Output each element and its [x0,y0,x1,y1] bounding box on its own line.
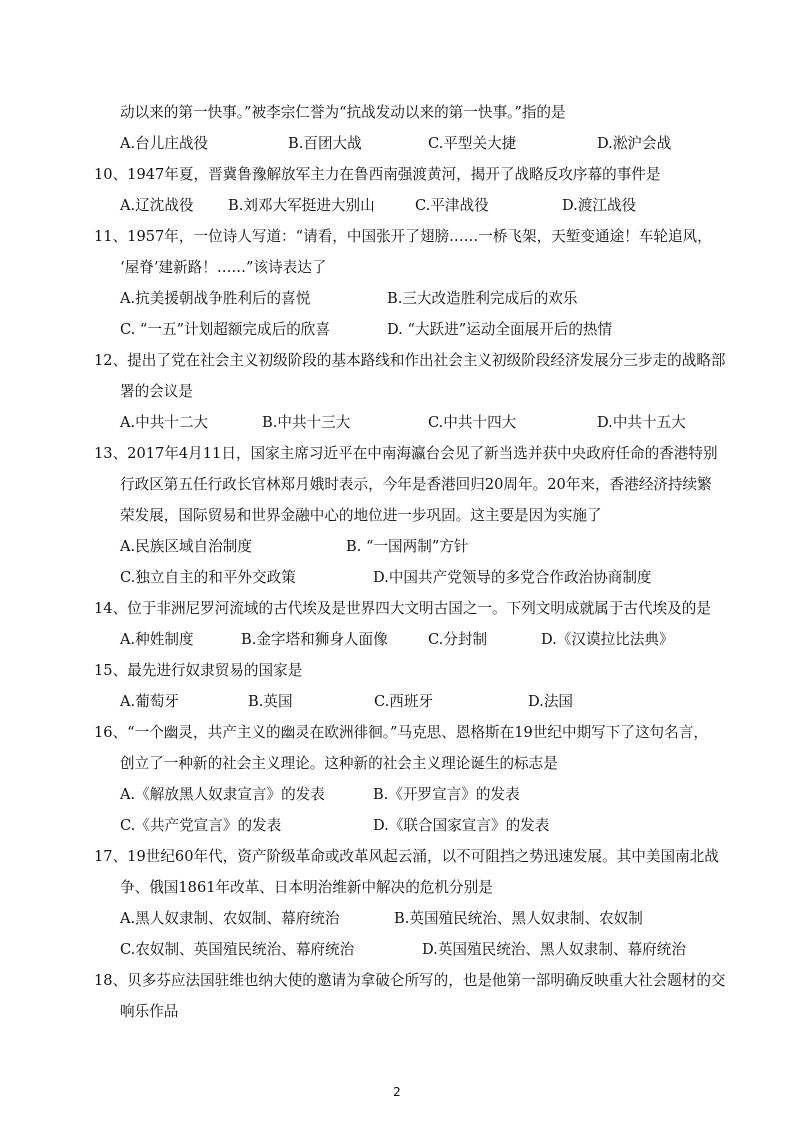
q12-stem-line2: 署的会议是 [120,383,193,400]
q16-stem-line1: 16、“一个幽灵，共产主义的幽灵在欧洲徘徊。”马克思、恩格斯在19世纪中期写下了这句名言， [94,724,708,741]
q12-option-a: A.中共十二大 [120,414,209,431]
q11-option-a: A.抗美援朝战争胜利后的喜悦 [120,290,311,307]
q17-option-b: B.英国殖民统治、黑人奴隶制、农奴制 [394,910,643,927]
q12-option-c: C.中共十四大 [428,414,517,431]
q16-option-a: A.《解放黑人奴隶宣言》的发表 [120,786,325,803]
q9-option-d: D.淞沪会战 [597,135,672,152]
q14-option-c: C.分封制 [428,631,488,648]
q11-option-d: D. “大跃进”运动全面展开后的热情 [387,321,613,338]
q10-option-a: A.辽沈战役 [120,197,194,214]
q17-option-d: D.英国殖民统治、黑人奴隶制、幕府统治 [422,941,686,958]
q18-stem-line1: 18、贝多芬应法国驻维也纳大使的邀请为拿破仑所写的，也是他第一部明确反映重大社会题材的交 [94,972,726,989]
q17-option-c: C.农奴制、英国殖民统治、幕府统治 [120,941,355,958]
q9-option-b: B.百团大战 [288,135,362,152]
q13-option-b: B. “一国两制”方针 [346,538,469,555]
q9-option-a: A.台儿庄战役 [120,135,209,152]
page-number: 2 [393,1085,401,1099]
q13-stem-line2: 行政区第五任行政长官林郑月娥时表示，今年是香港回归20周年。20年来，香港经济持续繁 [120,476,712,493]
q11-stem-line2: ‘屋脊’建新路！……”该诗表达了 [120,259,327,276]
q16-stem-line2: 创立了一种新的社会主义理论。这种新的社会主义理论诞生的标志是 [120,755,558,772]
q18-stem-line2: 响乐作品 [120,1003,179,1020]
q11-stem-line1: 11、1957年，一位诗人写道：“请看，中国张开了翅膀……一桥飞架，天堑变通途！车轮追风， [94,228,712,245]
q14-stem: 14、位于非洲尼罗河流域的古代埃及是世界四大文明古国之一。下列文明成就属于古代埃及的是 [94,600,711,617]
q13-option-c: C.独立自主的和平外交政策 [120,569,296,586]
q10-option-d: D.渡江战役 [562,197,637,214]
q16-option-d: D.《联合国家宣言》的发表 [373,817,550,834]
q16-option-b: B.《开罗宣言》的发表 [373,786,520,803]
q12-stem-line1: 12、提出了党在社会主义初级阶段的基本路线和作出社会主义初级阶段经济发展分三步走的战略部 [94,352,726,369]
q9-stem-continued: 动以来的第一快事。”被李宗仁誉为“抗战发动以来的第一快事。”指的是 [120,104,566,121]
q12-option-d: D.中共十五大 [597,414,686,431]
q17-option-a: A.黑人奴隶制、农奴制、幕府统治 [120,910,340,927]
q15-option-b: B.英国 [248,693,293,710]
q16-option-c: C.《共产党宣言》的发表 [120,817,282,834]
q13-option-d: D.中国共产党领导的多党合作政治协商制度 [373,569,652,586]
q13-stem-line3: 荣发展，国际贸易和世界金融中心的地位进一步巩固。这主要是因为实施了 [120,507,602,524]
q15-option-d: D.法国 [528,693,574,710]
q9-option-c: C.平型关大捷 [428,135,517,152]
q15-option-a: A.葡萄牙 [120,693,179,710]
q10-option-c: C.平津战役 [415,197,489,214]
q10-option-b: B.刘邓大军挺进大别山 [228,197,375,214]
q17-stem-line1: 17、19世纪60年代，资产阶级革命或改革风起云涌，以不可阻挡之势迅速发展。其中美国南北战 [94,848,719,865]
q13-stem-line1: 13、2017年4月11日，国家主席习近平在中南海瀛台会见了新当选并获中央政府任命的香港特别 [94,445,718,462]
q15-option-c: C.西班牙 [374,693,434,710]
q10-stem: 10、1947年夏，晋冀鲁豫解放军主力在鲁西南强渡黄河，揭开了战略反攻序幕的事件是 [94,166,661,183]
q11-option-c: C. “一五”计划超额完成后的欣喜 [120,321,330,338]
q14-option-a: A.种姓制度 [120,631,194,648]
q14-option-b: B.金字塔和狮身人面像 [241,631,388,648]
q13-option-a: A.民族区域自治制度 [120,538,252,555]
q15-stem: 15、最先进行奴隶贸易的国家是 [94,662,303,679]
q14-option-d: D.《汉谟拉比法典》 [541,631,674,648]
q12-option-b: B.中共十三大 [262,414,351,431]
q11-option-b: B.三大改造胜利完成后的欢乐 [387,290,578,307]
q17-stem-line2: 争、俄国1861年改革、日本明治维新中解决的危机分别是 [120,879,493,896]
